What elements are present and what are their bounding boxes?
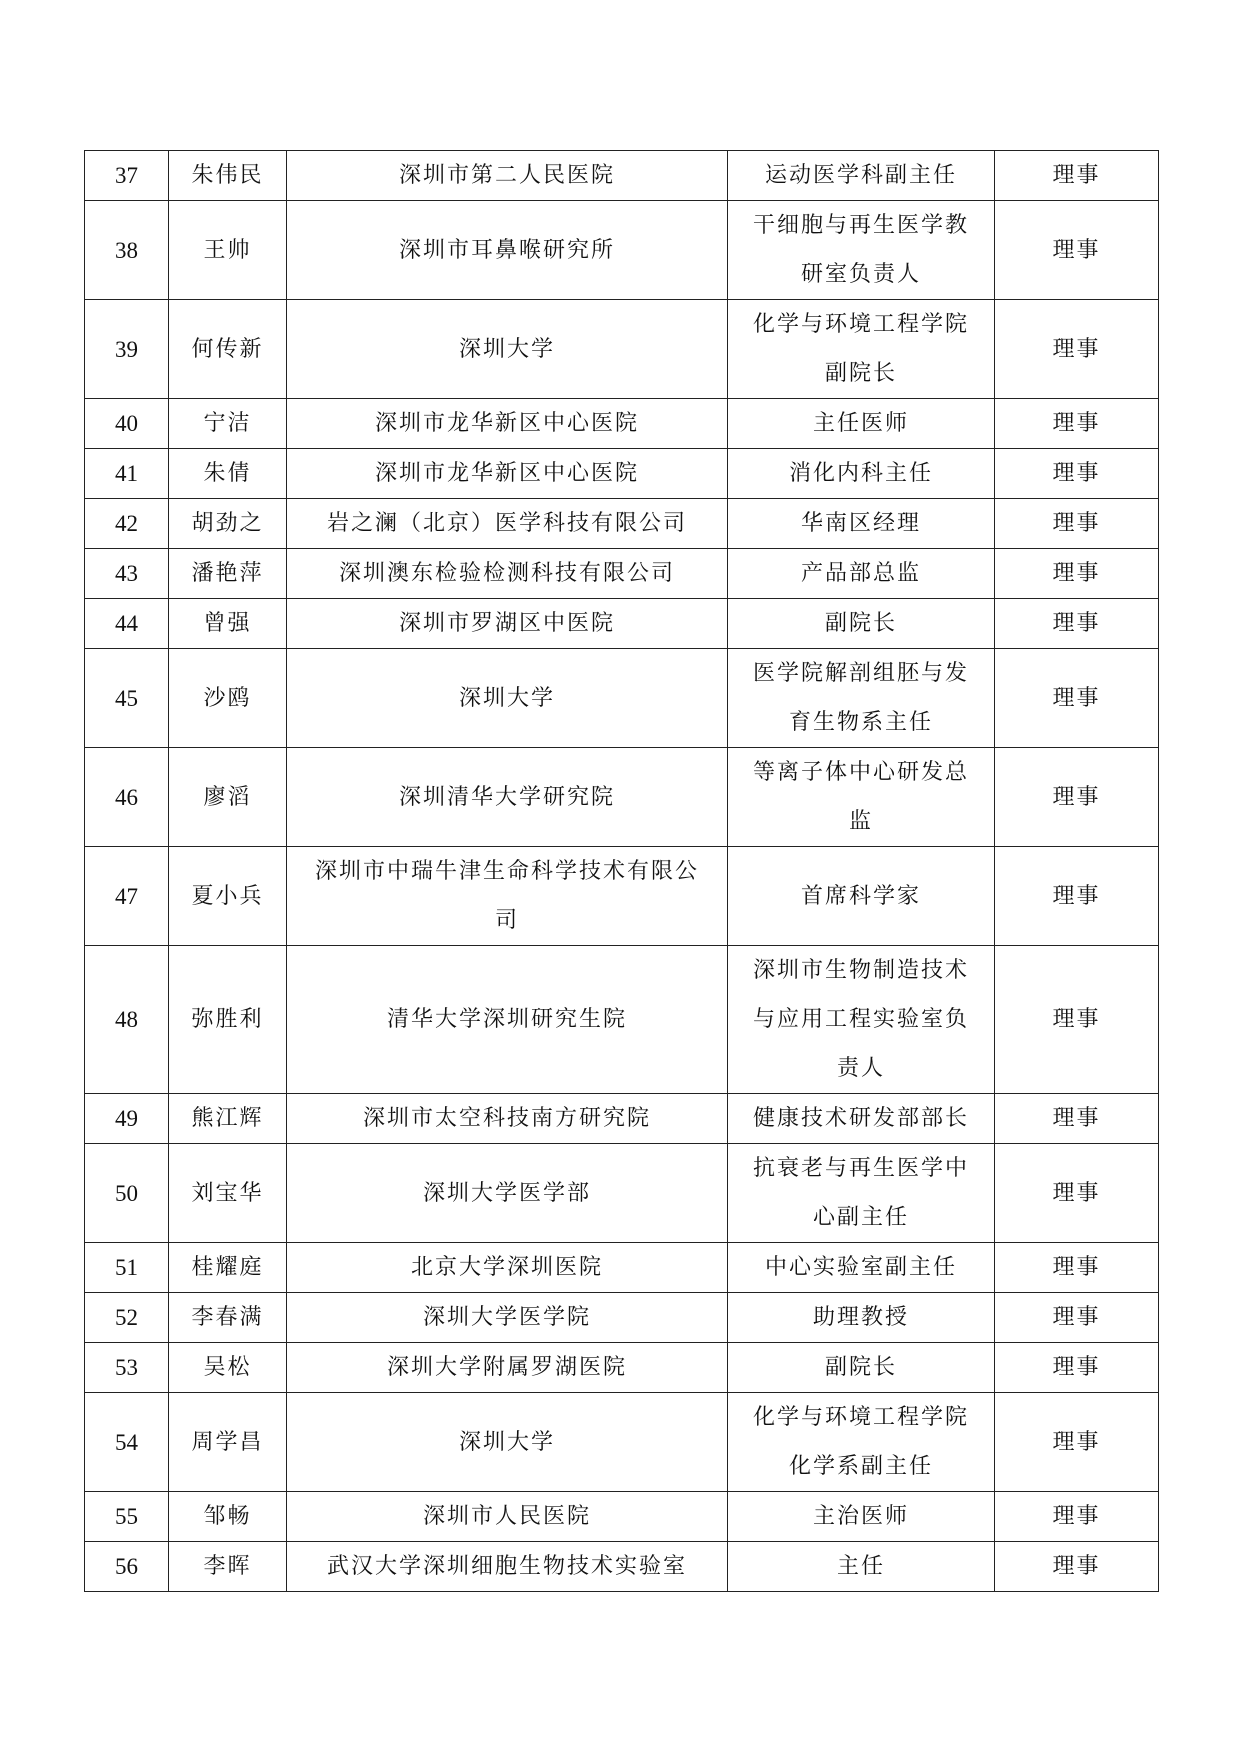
member-position: 华南区经理 xyxy=(728,499,995,549)
row-number: 38 xyxy=(85,201,169,300)
member-organization: 深圳市人民医院 xyxy=(287,1492,728,1542)
table-row xyxy=(85,549,1159,599)
member-name: 曾强 xyxy=(169,599,287,649)
member-role: 理事 xyxy=(995,1144,1159,1243)
row-number: 55 xyxy=(85,1492,169,1542)
member-position: 健康技术研发部部长 xyxy=(728,1094,995,1144)
member-position: 医学院解剖组胚与发育生物系主任 xyxy=(728,649,995,748)
member-role: 理事 xyxy=(995,201,1159,300)
table-row xyxy=(85,1293,1159,1343)
member-role: 理事 xyxy=(995,1542,1159,1592)
member-role: 理事 xyxy=(995,1293,1159,1343)
row-number: 44 xyxy=(85,599,169,649)
member-role: 理事 xyxy=(995,499,1159,549)
row-number: 46 xyxy=(85,748,169,847)
member-table-container xyxy=(84,150,1158,1592)
member-name: 吴松 xyxy=(169,1343,287,1393)
member-organization: 深圳市罗湖区中医院 xyxy=(287,599,728,649)
member-position: 首席科学家 xyxy=(728,847,995,946)
member-name: 桂耀庭 xyxy=(169,1243,287,1293)
member-organization: 深圳大学医学部 xyxy=(287,1144,728,1243)
member-role: 理事 xyxy=(995,1393,1159,1492)
table-row xyxy=(85,1094,1159,1144)
member-name: 朱倩 xyxy=(169,449,287,499)
member-position: 等离子体中心研发总监 xyxy=(728,748,995,847)
row-number: 45 xyxy=(85,649,169,748)
row-number: 40 xyxy=(85,399,169,449)
table-row xyxy=(85,946,1159,1094)
member-name: 廖滔 xyxy=(169,748,287,847)
member-organization: 深圳澳东检验检测科技有限公司 xyxy=(287,549,728,599)
row-number: 56 xyxy=(85,1542,169,1592)
member-position: 副院长 xyxy=(728,1343,995,1393)
member-organization: 深圳市龙华新区中心医院 xyxy=(287,399,728,449)
member-role: 理事 xyxy=(995,649,1159,748)
member-organization: 深圳大学医学院 xyxy=(287,1293,728,1343)
row-number: 37 xyxy=(85,151,169,201)
table-row xyxy=(85,449,1159,499)
table-row xyxy=(85,1144,1159,1243)
member-organization: 岩之澜（北京）医学科技有限公司 xyxy=(287,499,728,549)
member-role: 理事 xyxy=(995,599,1159,649)
member-organization: 深圳清华大学研究院 xyxy=(287,748,728,847)
row-number: 48 xyxy=(85,946,169,1094)
table-row xyxy=(85,399,1159,449)
member-organization: 深圳市龙华新区中心医院 xyxy=(287,449,728,499)
member-organization: 深圳大学 xyxy=(287,1393,728,1492)
member-organization: 清华大学深圳研究生院 xyxy=(287,946,728,1094)
member-role: 理事 xyxy=(995,449,1159,499)
member-organization: 北京大学深圳医院 xyxy=(287,1243,728,1293)
member-organization: 深圳市中瑞牛津生命科学技术有限公司 xyxy=(287,847,728,946)
member-name: 朱伟民 xyxy=(169,151,287,201)
member-position: 主任 xyxy=(728,1542,995,1592)
row-number: 47 xyxy=(85,847,169,946)
member-role: 理事 xyxy=(995,549,1159,599)
member-role: 理事 xyxy=(995,847,1159,946)
member-role: 理事 xyxy=(995,1243,1159,1293)
member-position: 抗衰老与再生医学中心副主任 xyxy=(728,1144,995,1243)
member-role: 理事 xyxy=(995,748,1159,847)
member-position: 干细胞与再生医学教研室负责人 xyxy=(728,201,995,300)
member-name: 夏小兵 xyxy=(169,847,287,946)
member-position: 化学与环境工程学院副院长 xyxy=(728,300,995,399)
member-table xyxy=(84,150,1159,1592)
row-number: 53 xyxy=(85,1343,169,1393)
member-name: 王帅 xyxy=(169,201,287,300)
member-name: 潘艳萍 xyxy=(169,549,287,599)
member-organization: 深圳大学附属罗湖医院 xyxy=(287,1343,728,1393)
member-position: 中心实验室副主任 xyxy=(728,1243,995,1293)
member-role: 理事 xyxy=(995,300,1159,399)
table-row xyxy=(85,1343,1159,1393)
row-number: 54 xyxy=(85,1393,169,1492)
row-number: 41 xyxy=(85,449,169,499)
member-name: 邹畅 xyxy=(169,1492,287,1542)
member-role: 理事 xyxy=(995,151,1159,201)
member-position: 主治医师 xyxy=(728,1492,995,1542)
member-position: 运动医学科副主任 xyxy=(728,151,995,201)
member-name: 宁洁 xyxy=(169,399,287,449)
member-position: 深圳市生物制造技术与应用工程实验室负责人 xyxy=(728,946,995,1094)
member-position: 化学与环境工程学院化学系副主任 xyxy=(728,1393,995,1492)
member-organization: 深圳大学 xyxy=(287,649,728,748)
member-organization: 深圳大学 xyxy=(287,300,728,399)
row-number: 49 xyxy=(85,1094,169,1144)
member-name: 沙鸥 xyxy=(169,649,287,748)
member-position: 产品部总监 xyxy=(728,549,995,599)
member-name: 弥胜利 xyxy=(169,946,287,1094)
member-position: 主任医师 xyxy=(728,399,995,449)
member-role: 理事 xyxy=(995,946,1159,1094)
table-row xyxy=(85,1243,1159,1293)
member-role: 理事 xyxy=(995,1094,1159,1144)
table-row xyxy=(85,201,1159,300)
row-number: 50 xyxy=(85,1144,169,1243)
row-number: 42 xyxy=(85,499,169,549)
row-number: 51 xyxy=(85,1243,169,1293)
table-row xyxy=(85,499,1159,549)
table-row xyxy=(85,1492,1159,1542)
member-name: 周学昌 xyxy=(169,1393,287,1492)
row-number: 43 xyxy=(85,549,169,599)
table-row xyxy=(85,151,1159,201)
table-row xyxy=(85,1393,1159,1492)
member-role: 理事 xyxy=(995,399,1159,449)
member-organization: 深圳市耳鼻喉研究所 xyxy=(287,201,728,300)
member-name: 刘宝华 xyxy=(169,1144,287,1243)
member-role: 理事 xyxy=(995,1343,1159,1393)
table-row xyxy=(85,748,1159,847)
member-name: 李春满 xyxy=(169,1293,287,1343)
member-position: 助理教授 xyxy=(728,1293,995,1343)
table-row xyxy=(85,649,1159,748)
member-role: 理事 xyxy=(995,1492,1159,1542)
member-name: 李晖 xyxy=(169,1542,287,1592)
table-row xyxy=(85,847,1159,946)
member-position: 副院长 xyxy=(728,599,995,649)
member-organization: 深圳市太空科技南方研究院 xyxy=(287,1094,728,1144)
member-organization: 武汉大学深圳细胞生物技术实验室 xyxy=(287,1542,728,1592)
table-row xyxy=(85,599,1159,649)
member-name: 熊江辉 xyxy=(169,1094,287,1144)
row-number: 52 xyxy=(85,1293,169,1343)
member-name: 胡劲之 xyxy=(169,499,287,549)
member-organization: 深圳市第二人民医院 xyxy=(287,151,728,201)
member-name: 何传新 xyxy=(169,300,287,399)
member-position: 消化内科主任 xyxy=(728,449,995,499)
table-row xyxy=(85,300,1159,399)
row-number: 39 xyxy=(85,300,169,399)
table-row xyxy=(85,1542,1159,1592)
